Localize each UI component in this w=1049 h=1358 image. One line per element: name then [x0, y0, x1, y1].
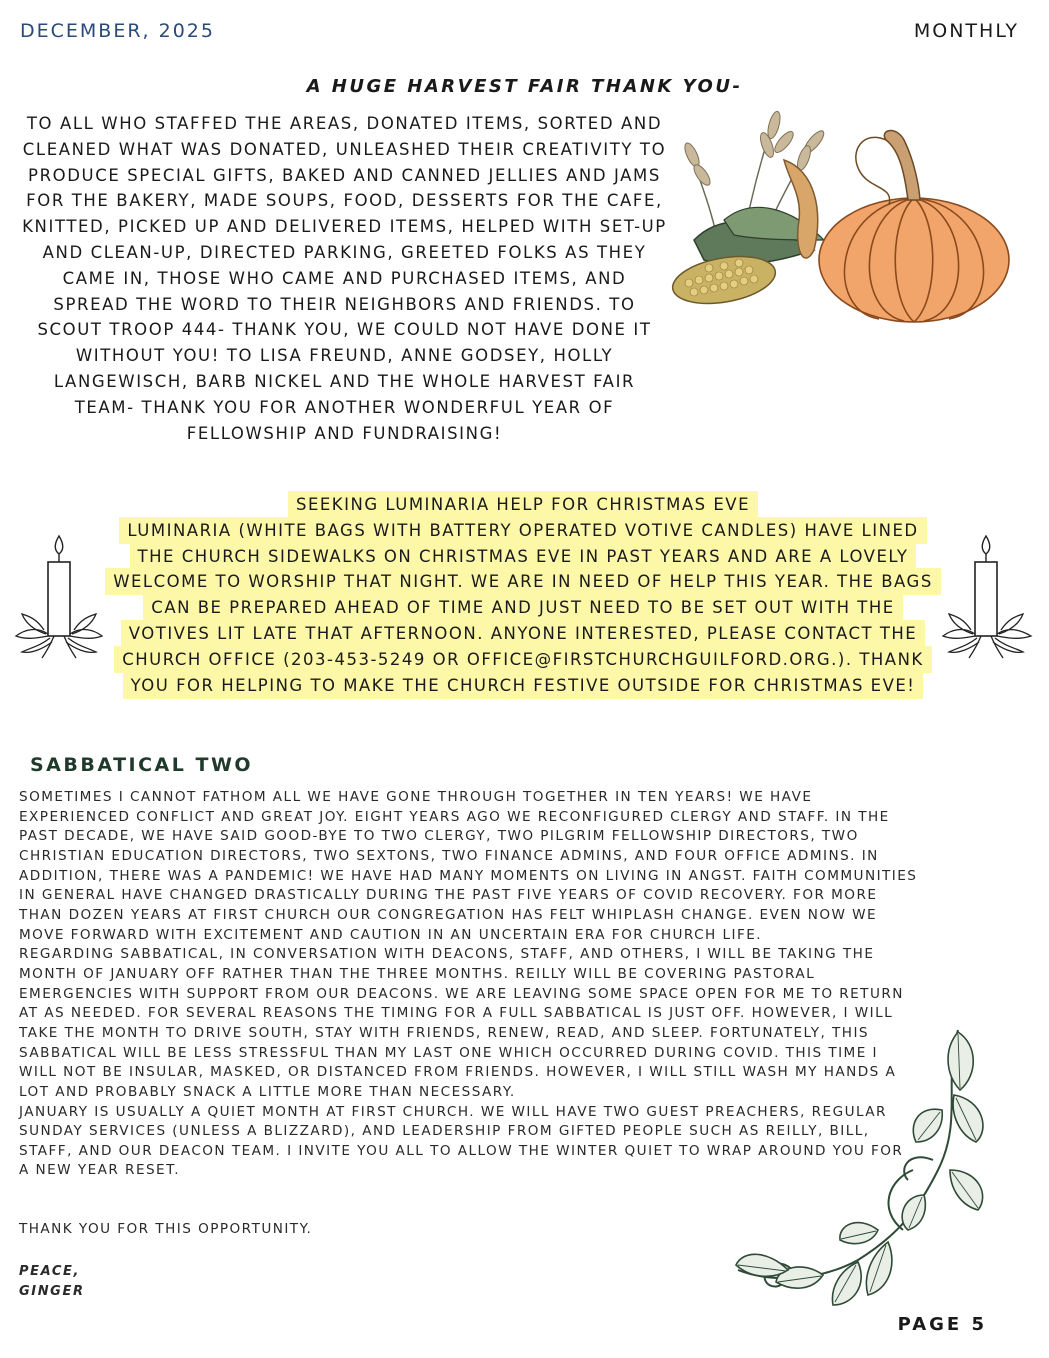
sabbatical-paragraph: REGARDING SABBATICAL, IN CONVERSATION WITH DEACONS, STAFF, AND OTHERS, I WILL BE TAKING THE MONTH OF JANUARY OFF RATHER THAN THE THREE MONTHS. REILLY WILL BE COVERING PASTORAL EMERGENCIES WITH SUPPORT FROM OUR DEACONS. WE ARE LEAVING SOME SPACE OPEN FOR ME TO RETURN AT AS NEEDED. FOR SEVERAL REASONS THE TIMING FOR A FULL SABBATICAL IS JUST OFF. HOWEVER, I WILL TAKE THE MONTH TO DRIVE SOUTH, STAY WITH FRIENDS, RENEW, READ, AND SLEEP. FORTUNATELY, THIS SABBATICAL WILL BE LESS STRESSFUL THAN MY LAST ONE WHICH OCCURRED DURING COVID. THIS TIME I WILL NOT BE INSULAR, MASKED, OR DISTANCED FROM FRIENDS. HOWEVER, I WILL STILL WASH MY HANDS A LOT AND PROBABLY SNACK A LITTLE MORE THAN NECESSARY.	[19, 946, 904, 1100]
newsletter-date: DECEMBER, 2025	[20, 20, 215, 42]
sabbatical-paragraph: SOMETIMES I CANNOT FATHOM ALL WE HAVE GONE THROUGH TOGETHER IN TEN YEARS! WE HAVE EXPERIENCED CONFLICT AND GREAT JOY. EIGHT YEARS AGO WE RECONFIGURED CLERGY AND STAFF. IN THE PAST DECADE, WE HAVE SAID GOOD-BYE TO TWO CLERGY, TWO PILGRIM FELLOWSHIP DIRECTORS, TWO CHRISTIAN EDUCATION DIRECTORS, TWO SEXTONS, TWO FINANCE ADMINS, AND FOUR OFFICE ADMINS. IN ADDITION, THERE WAS A PANDEMIC! WE HAVE HAD MANY MOMENTS ON LIVING IN ANGST. FAITH COMMUNITIES IN GENERAL HAVE CHANGED DRASTICALLY DURING THE PAST FIVE YEARS OF COVID RECOVERY. FOR MORE THAN DOZEN YEARS AT FIRST CHURCH OUR CONGREGATION HAS FELT WHIPLASH CHANGE. EVEN NOW WE MOVE FORWARD WITH EXCITEMENT AND CAUTION IN AN UNCERTAIN ERA FOR CHURCH LIFE.	[19, 789, 918, 943]
signoff: PEACE,	[19, 1264, 81, 1279]
luminaria-notice	[108, 492, 938, 698]
luminaria-body-text: LUMINARIA (WHITE BAGS WITH BATTERY OPERATED VOTIVE CANDLES) HAVE LINED THE CHURCH SIDEWALKS ON CHRISTMAS EVE IN PAST YEARS AND ARE A LOVELY WELCOME TO WORSHIP THAT NIGHT. WE ARE IN NEED OF HELP THIS YEAR. THE BAGS CAN BE PREPARED AHEAD OF TIME AND JUST NEED TO BE SET OUT WITH THE VOTIVES LIT LATE THAT AFTERNOON. ANYONE INTERESTED, PLEASE CONTACT THE CHURCH OFFICE (203-453-5249 OR OFFICE@FIRSTCHURCHGUILFORD.ORG.). THANK YOU FOR HELPING TO MAKE THE CHURCH FESTIVE OUTSIDE FOR CHRISTMAS EVE!	[109, 521, 937, 695]
signature-name: GINGER	[19, 1283, 85, 1299]
leaf-vine-icon	[728, 1020, 998, 1310]
candle-icon	[14, 530, 104, 660]
sabbatical-heading: SABBATICAL TWO	[30, 754, 254, 776]
sabbatical-thanks: THANK YOU FOR THIS OPPORTUNITY.	[19, 1221, 313, 1237]
pumpkin-harvest-icon	[664, 100, 1024, 330]
luminaria-heading: SEEKING LUMINARIA HELP FOR CHRISTMAS EVE	[292, 495, 754, 514]
signature-block	[19, 1262, 85, 1301]
sabbatical-paragraph: JANUARY IS USUALLY A QUIET MONTH AT FIRST CHURCH. WE WILL HAVE TWO GUEST PREACHERS, REGULAR SUNDAY SERVICES (UNLESS A BLIZZARD), AND LEADERSHIP FROM GIFTED PEOPLE SUCH AS REILLY, BILL, STAFF, AND OUR DEACON TEAM. I INVITE YOU ALL TO ALLOW THE WINTER QUIET TO WRAP AROUND YOU FOR A NEW YEAR RESET.	[19, 1103, 904, 1179]
newsletter-section-label: MONTHLY	[913, 20, 1019, 42]
page-number: PAGE 5	[897, 1314, 987, 1335]
harvest-heading: A HUGE HARVEST FAIR THANK YOU-	[306, 76, 743, 97]
harvest-body-text: TO ALL WHO STAFFED THE AREAS, DONATED ITEMS, SORTED AND CLEANED WHAT WAS DONATED, UNLEASHED THEIR CREATIVITY TO PRODUCE SPECIAL GIFTS, BAKED AND CANNED JELLIES AND JAMS FOR THE BAKERY, MADE SOUPS, FOOD, DESSERTS FOR THE CAFE, KNITTED, PICKED UP AND DELIVERED ITEMS, HELPED WITH SET-UP AND CLEAN-UP, DIRECTED PARKING, GREETED FOLKS AS THEY CAME IN, THOSE WHO CAME AND PURCHASED ITEMS, AND SPREAD THE WORD TO THEIR NEIGHBORS AND FRIENDS. TO SCOUT TROOP 444- THANK YOU, WE COULD NOT HAVE DONE IT WITHOUT YOU! TO LISA FREUND, ANNE GODSEY, HOLLY LANGEWISCH, BARB NICKEL AND THE WHOLE HARVEST FAIR TEAM- THANK YOU FOR ANOTHER WONDERFUL YEAR OF FELLOWSHIP AND FUNDRAISING!	[22, 114, 667, 443]
candle-icon	[940, 530, 1034, 660]
